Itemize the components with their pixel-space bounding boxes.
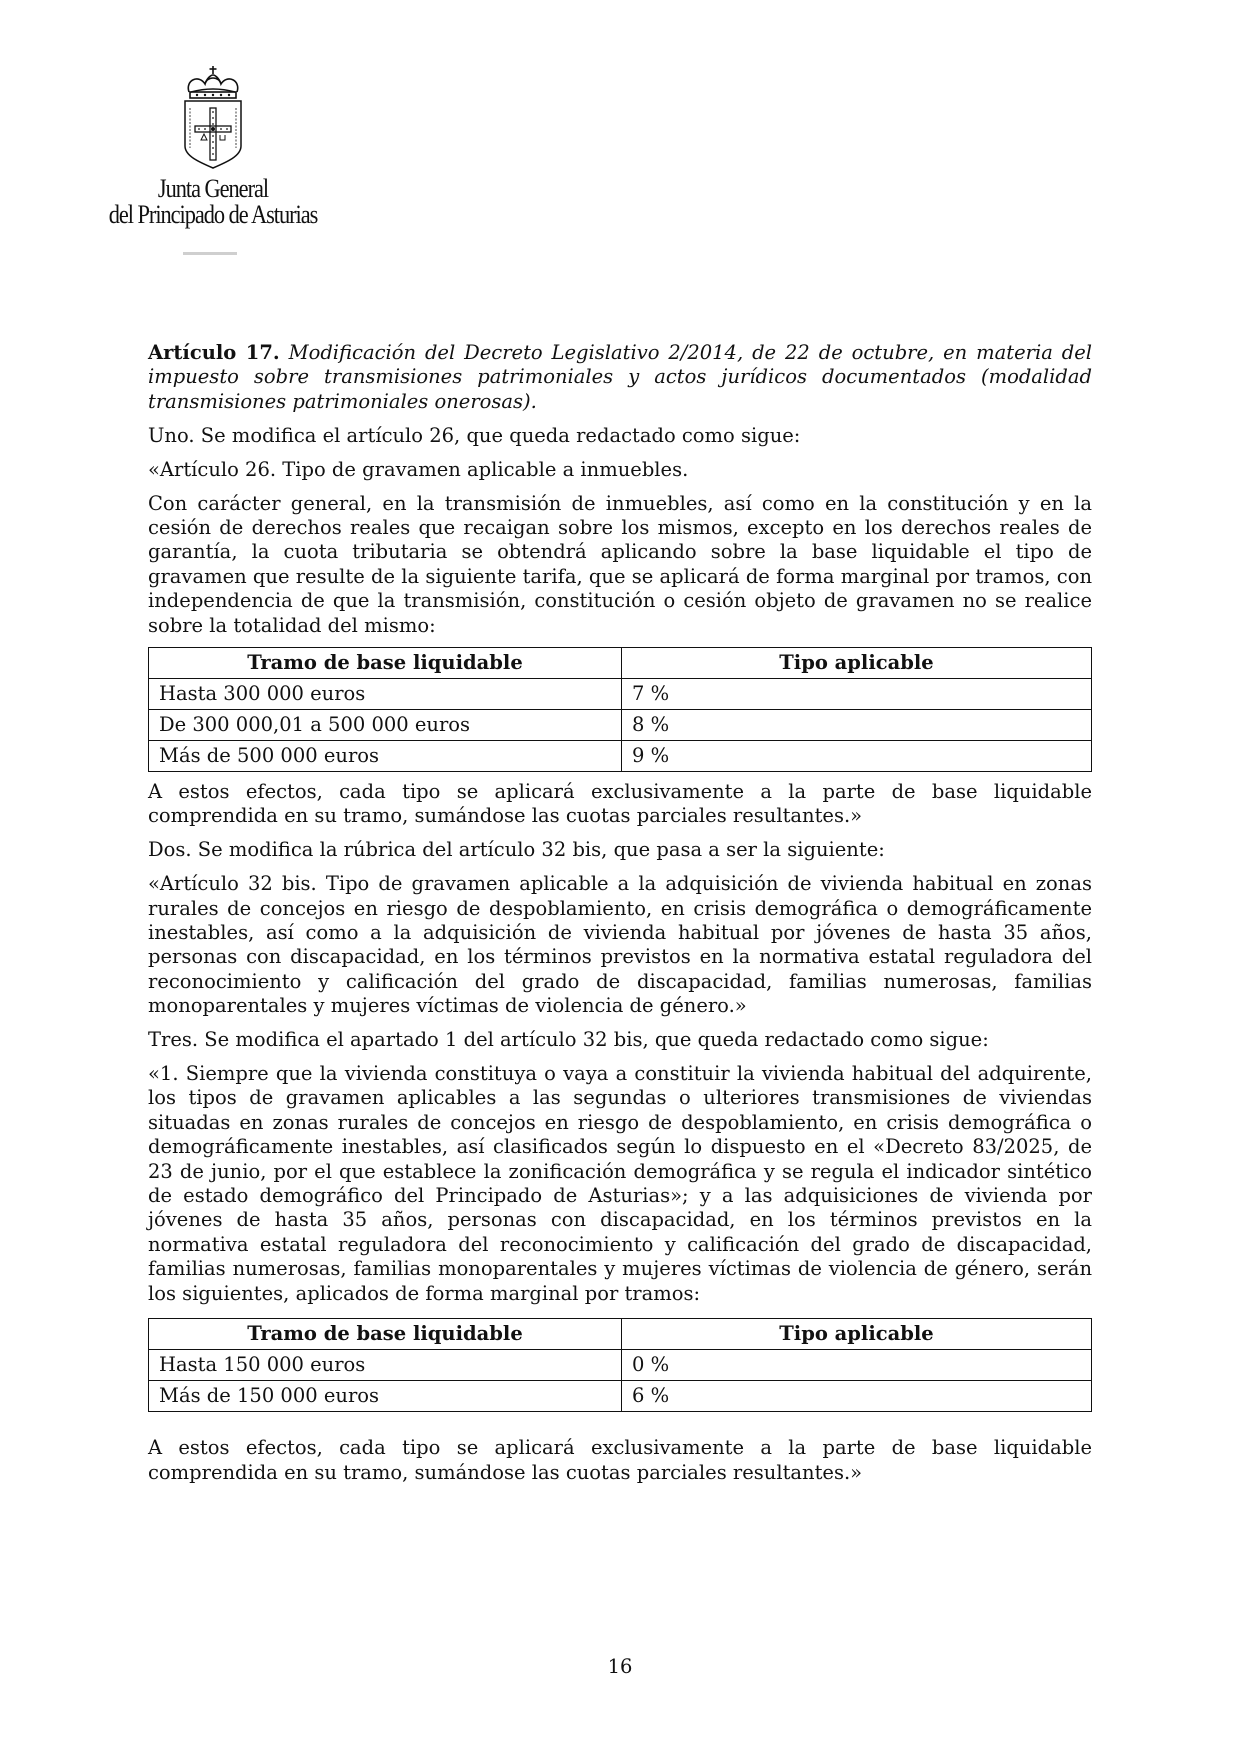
table-row xyxy=(149,678,1092,709)
tariff-table-general xyxy=(148,647,1092,772)
section-tres-closing: A estos efectos, cada tipo se aplicará exclusivamente a la parte de base liquidable comprendida en su tramo, sumándose las cuotas parciales resultantes.» xyxy=(148,1436,1092,1484)
column-header-tramo: Tramo de base liquidable xyxy=(149,1319,622,1350)
column-header-tipo: Tipo aplicable xyxy=(622,1319,1092,1350)
tipo-cell: 7 % xyxy=(622,678,1092,709)
tipo-cell: 6 % xyxy=(622,1381,1092,1412)
logo-divider xyxy=(183,252,237,255)
tramo-cell: Hasta 300 000 euros xyxy=(149,678,622,709)
tramo-cell: Más de 150 000 euros xyxy=(149,1381,622,1412)
tipo-cell: 9 % xyxy=(622,740,1092,771)
document-body xyxy=(148,341,1092,1494)
section-uno-heading: «Artículo 26. Tipo de gravamen aplicable a inmuebles. xyxy=(148,457,689,481)
tariff-table-reduced xyxy=(148,1318,1092,1412)
spacer xyxy=(148,1420,1092,1436)
column-header-tramo: Tramo de base liquidable xyxy=(149,647,622,678)
article-heading xyxy=(148,341,1092,414)
page-number: 16 xyxy=(607,1655,633,1678)
tramo-cell: Hasta 150 000 euros xyxy=(149,1350,622,1381)
table-header-row xyxy=(149,1319,1092,1350)
institution-name-line2: del Principado de Asturias xyxy=(108,200,318,229)
institution-logo xyxy=(88,64,338,255)
section-uno-closing: A estos efectos, cada tipo se aplicará exclusivamente a la parte de base liquidable comprendida en su tramo, sumándose las cuotas parciales resultantes.» xyxy=(148,779,1092,828)
section-tres-intro: Tres. Se modifica el apartado 1 del artículo 32 bis, que queda redactado como sigue: xyxy=(148,1028,989,1052)
section-tres-body: «1. Siempre que la vivienda constituya o vaya a constituir la vivienda habitual del adquirente, los tipos de gravamen aplicables a las segundas o ulteriores transmisiones de viviendas situadas en zonas rurales de concejos en riesgo de despoblamiento, en crisis demográfica o demográficamente inestables, así clasificados según lo dispuesto en el «Decreto 83/2025, de 23 de junio, por el que establece la zonificación demográfica y se regula el indicador sintético de estado demográfico del Principado de Asturias»; y a las adquisiciones de vivienda por jóvenes de hasta 35 años, personas con discapacidad, en los términos previstos en la normativa estatal reguladora del reconocimiento y calificación del grado de discapacidad, familias numerosas, familias monoparentales y mujeres víctimas de violencia de género, serán los siguientes, aplicados de forma marginal por tramos: xyxy=(148,1062,1092,1305)
article-title: Modificación del Decreto Legislativo 2/2014, de 22 de octubre, en materia del impuesto sobre transmisiones patrimoniales y actos jurídicos documentados (modalidad transmisiones patrimoniales onerosas). xyxy=(148,341,1092,413)
tipo-cell: 8 % xyxy=(622,709,1092,740)
tramo-cell: Más de 500 000 euros xyxy=(149,740,622,771)
section-uno-body: Con carácter general, en la transmisión de inmuebles, así como en la constitución y en la cesión de derechos reales que recaigan sobre los mismos, excepto en los derechos reales de garantía, la cuota tributaria se obtendrá aplicando sobre la base liquidable el tipo de gravamen que resulte de la siguiente tarifa, que se aplicará de forma marginal por tramos, con independencia de que la transmisión, constitución o cesión objeto de gravamen no se realice sobre la totalidad del mismo: xyxy=(148,491,1092,637)
section-dos-body: «Artículo 32 bis. Tipo de gravamen aplicable a la adquisición de vivienda habitual en zonas rurales de concejos en riesgo de despoblamiento, en crisis demográfica o demográficamente inestables, así como a la adquisición de vivienda habitual por jóvenes de hasta 35 años, personas con discapacidad, en los términos previstos en la normativa estatal reguladora del reconocimiento y calificación del grado de discapacidad, familias numerosas, familias monoparentales y mujeres víctimas de violencia de género.» xyxy=(148,872,1092,1018)
table-row xyxy=(149,740,1092,771)
column-header-tipo: Tipo aplicable xyxy=(622,647,1092,678)
table-row xyxy=(149,709,1092,740)
tipo-cell: 0 % xyxy=(622,1350,1092,1381)
tramo-cell: De 300 000,01 a 500 000 euros xyxy=(149,709,622,740)
article-number: Artículo 17. xyxy=(148,341,280,364)
coat-of-arms-asturias-icon xyxy=(181,64,245,170)
institution-name-line1: Junta General xyxy=(157,174,269,203)
section-dos-intro: Dos. Se modifica la rúbrica del artículo 32 bis, que pasa a ser la siguiente: xyxy=(148,838,885,862)
section-uno-intro: Uno. Se modifica el artículo 26, que queda redactado como sigue: xyxy=(148,423,801,447)
table-row xyxy=(149,1350,1092,1381)
table-header-row xyxy=(149,647,1092,678)
table-row xyxy=(149,1381,1092,1412)
